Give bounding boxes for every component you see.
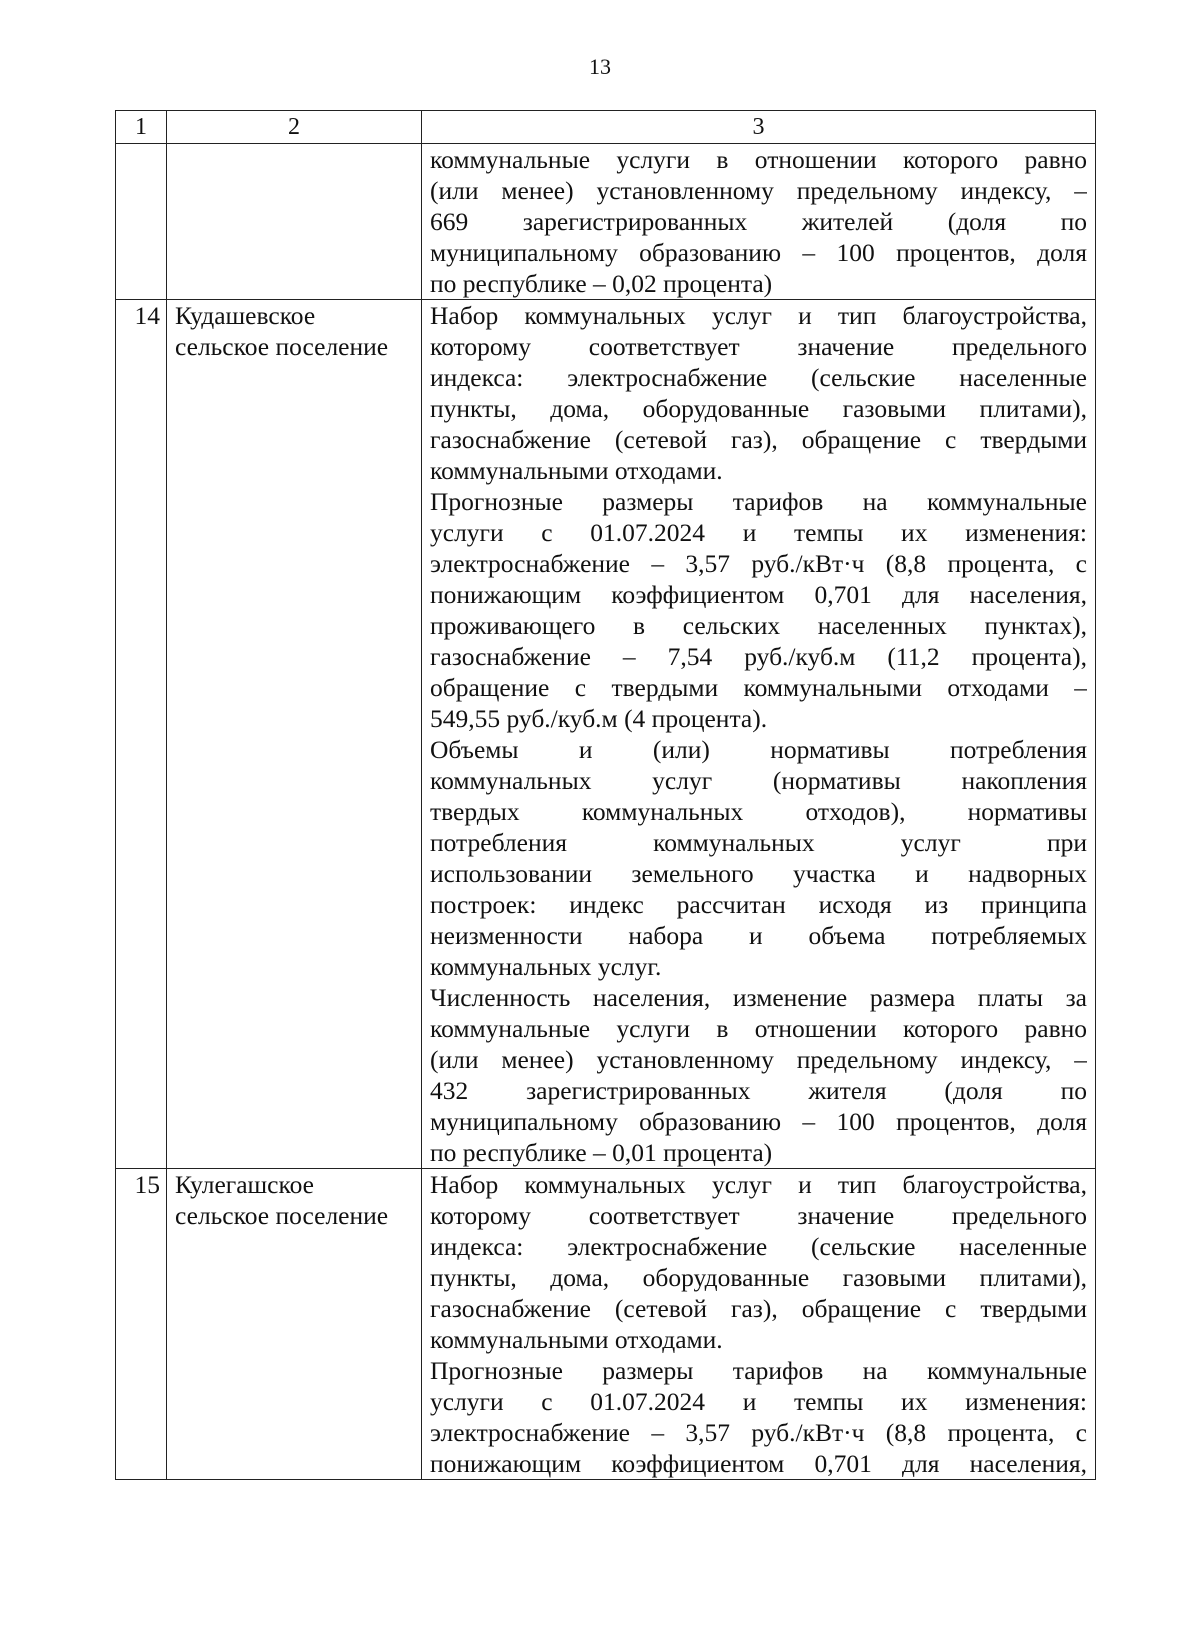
description-line: газоснабжение – 7,54 руб./куб.м (11,2 процента),: [430, 642, 1087, 671]
description-line: понижающим коэффициентом 0,701 для населения,: [430, 580, 1087, 609]
row-number: 14: [116, 300, 167, 1169]
description-line: коммунальными отходами.: [430, 1325, 723, 1354]
description-line: по республике – 0,02 процента): [430, 269, 773, 298]
description-line: услуги с 01.07.2024 и темпы их изменения:: [430, 1387, 1087, 1416]
description-line: (или менее) установленному предельному индексу, –: [430, 176, 1087, 205]
table-row: [116, 300, 1096, 1169]
description-line: использовании земельного участка и надворных: [430, 859, 1087, 888]
description-line: проживающего в сельских населенных пунктах),: [430, 611, 1087, 640]
description-line: неизменности набора и объема потребляемых: [430, 921, 1087, 950]
table-header-row: [116, 111, 1096, 144]
header-col-3: 3: [422, 111, 1096, 144]
description-line: коммунальные услуги в отношении которого равно: [430, 1014, 1087, 1043]
settlement-name-cell: [167, 1169, 422, 1480]
description-line: построек: индекс рассчитан исходя из принципа: [430, 890, 1087, 919]
description-line: электроснабжение – 3,57 руб./кВт·ч (8,8 процента, с: [430, 549, 1087, 578]
description-line: потребления коммунальных услуг при: [430, 828, 1087, 857]
description-line: электроснабжение – 3,57 руб./кВт·ч (8,8 процента, с: [430, 1418, 1087, 1447]
settlement-name-line: Кудашевское: [175, 301, 316, 330]
description-cell: [422, 1169, 1096, 1480]
description-line: понижающим коэффициентом 0,701 для населения,: [430, 1449, 1087, 1478]
description-line: обращение с твердыми коммунальными отходами –: [430, 673, 1087, 702]
description-line: 669 зарегистрированных жителей (доля по: [430, 207, 1087, 236]
description-line: индекса: электроснабжение (сельские населенные: [430, 1232, 1087, 1261]
description-line: газоснабжение (сетевой газ), обращение с твердыми: [430, 425, 1087, 454]
description-line: Набор коммунальных услуг и тип благоустройства,: [430, 301, 1087, 330]
description-line: Прогнозные размеры тарифов на коммунальные: [430, 1356, 1087, 1385]
description-line: муниципальному образованию – 100 процентов, доля: [430, 1107, 1087, 1136]
row-number: 15: [116, 1169, 167, 1480]
settlement-name-line: сельское поселение: [175, 332, 389, 361]
description-line: Прогнозные размеры тарифов на коммунальные: [430, 487, 1087, 516]
description-line: пункты, дома, оборудованные газовыми плитами),: [430, 394, 1087, 423]
header-col-2: 2: [167, 111, 422, 144]
description-line: пункты, дома, оборудованные газовыми плитами),: [430, 1263, 1087, 1292]
description-line: по республике – 0,01 процента): [430, 1138, 773, 1167]
header-col-1: 1: [116, 111, 167, 144]
description-line: 432 зарегистрированных жителя (доля по: [430, 1076, 1087, 1105]
description-line: коммунальные услуги в отношении которого равно: [430, 145, 1087, 174]
description-line: 549,55 руб./куб.м (4 процента).: [430, 704, 768, 733]
table-row: [116, 144, 1096, 300]
settlement-name-cell: [167, 300, 422, 1169]
description-line: Объемы и (или) нормативы потребления: [430, 735, 1087, 764]
settlement-name-cell: [167, 144, 422, 300]
description-cell: [422, 144, 1096, 300]
description-line: которому соответствует значение предельного: [430, 332, 1087, 361]
page-number: 13: [589, 54, 611, 79]
description-line: индекса: электроснабжение (сельские населенные: [430, 363, 1087, 392]
description-cell: [422, 300, 1096, 1169]
table-row: [116, 1169, 1096, 1480]
description-line: коммунальными отходами.: [430, 456, 723, 485]
description-line: коммунальных услуг.: [430, 952, 662, 981]
description-line: Численность населения, изменение размера платы за: [430, 983, 1087, 1012]
description-line: (или менее) установленному предельному индексу, –: [430, 1045, 1087, 1074]
description-line: Набор коммунальных услуг и тип благоустройства,: [430, 1170, 1087, 1199]
row-number: [116, 144, 167, 300]
settlement-name-line: Кулегашское: [175, 1170, 314, 1199]
settlement-name-line: сельское поселение: [175, 1201, 389, 1230]
description-line: муниципальному образованию – 100 процентов, доля: [430, 238, 1087, 267]
description-line: коммунальных услуг (нормативы накопления: [430, 766, 1087, 795]
description-line: услуги с 01.07.2024 и темпы их изменения:: [430, 518, 1087, 547]
tariff-table: [115, 110, 1096, 1480]
description-line: твердых коммунальных отходов), нормативы: [430, 797, 1087, 826]
description-line: которому соответствует значение предельного: [430, 1201, 1087, 1230]
description-line: газоснабжение (сетевой газ), обращение с твердыми: [430, 1294, 1087, 1323]
